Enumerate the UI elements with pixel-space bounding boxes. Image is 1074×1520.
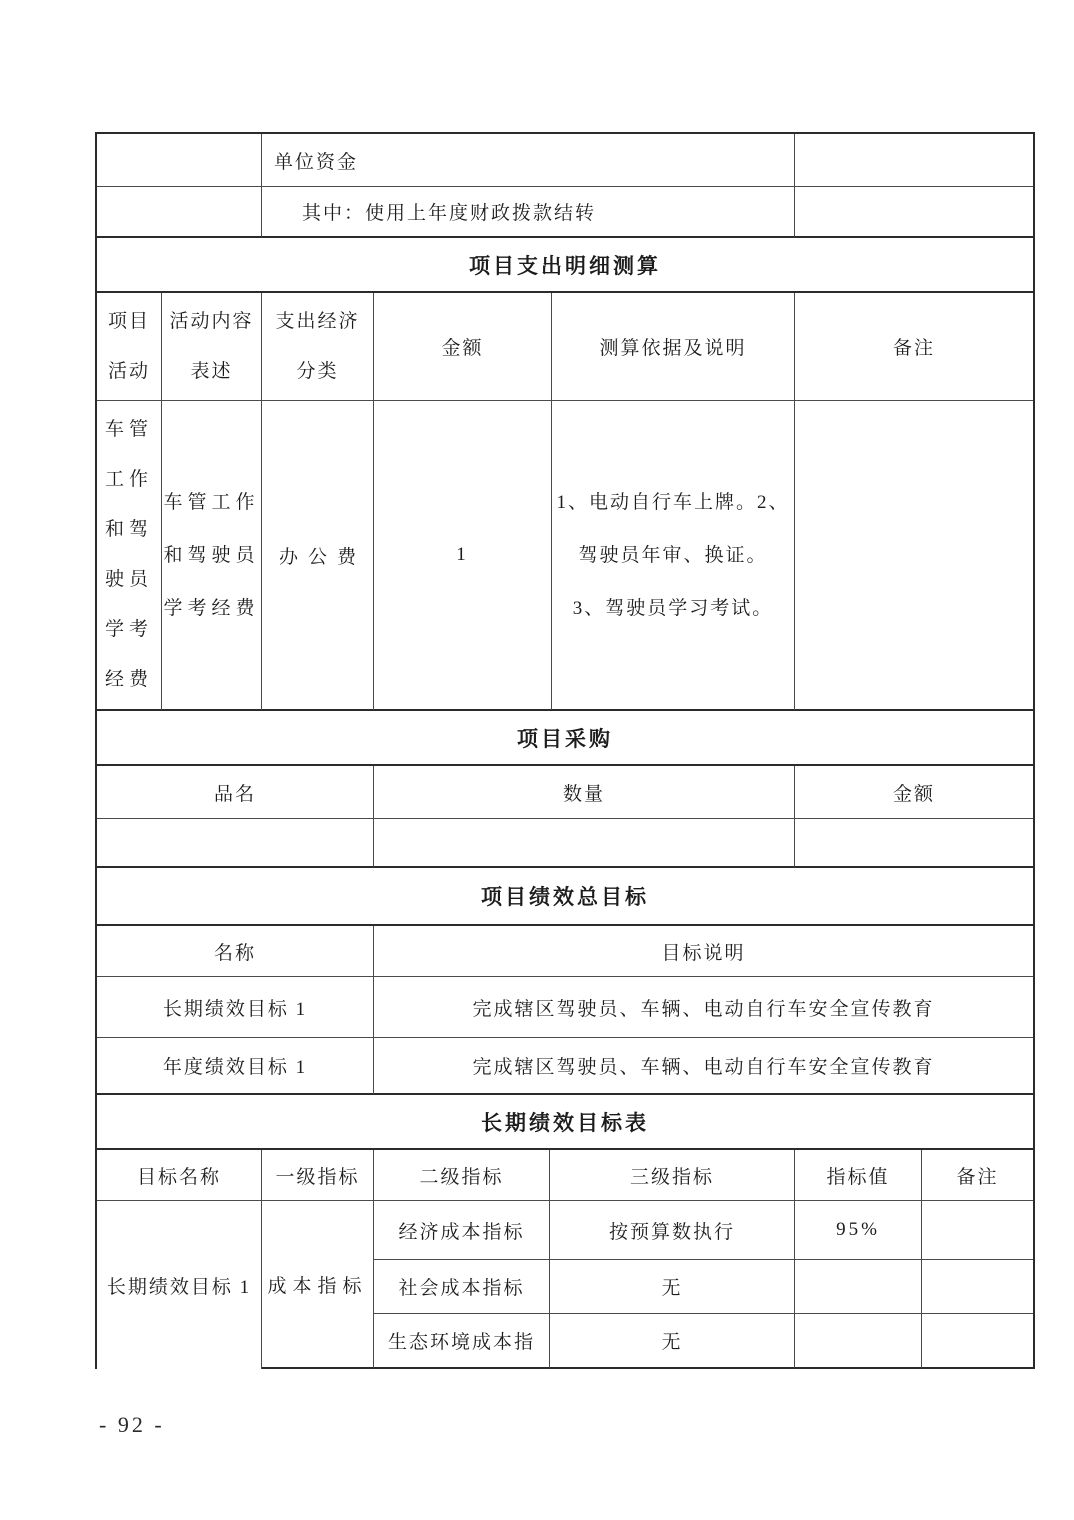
- lt-header-level3: 三级指标: [550, 1150, 795, 1201]
- header-project-activity: [97, 293, 162, 401]
- procurement-empty-row: [97, 819, 1033, 868]
- cell-project-activity: [97, 401, 162, 711]
- overall-goals-title: 项目绩效总目标: [97, 868, 1033, 926]
- procurement-header-row: [97, 766, 1033, 819]
- lt-social-remark: [922, 1260, 1033, 1314]
- carryover-row: [97, 187, 1033, 238]
- annual-goal-name: 年度绩效目标 1: [97, 1038, 374, 1095]
- header-project-activity-line2: 活动: [107, 360, 150, 382]
- cell-activity-desc: [162, 401, 262, 711]
- expense-detail-title: 项目支出明细测算: [97, 238, 1033, 293]
- project-activity-line: 工作: [104, 469, 153, 490]
- lt-ecological-value: [795, 1314, 922, 1369]
- project-activity-line: 车管: [104, 419, 153, 440]
- header-activity-desc: [162, 293, 262, 401]
- procurement-quantity-cell: [374, 819, 795, 868]
- longterm-goal-description: 完成辖区驾驶员、车辆、电动自行车安全宣传教育: [374, 977, 1033, 1038]
- lt-goal-name-cell: 长期绩效目标 1: [97, 1201, 262, 1369]
- project-activity-line: 和驾: [104, 519, 153, 540]
- carryover-value-cell: [795, 187, 1033, 238]
- lt-ecological-level2: 生态环境成本指: [374, 1314, 550, 1369]
- procurement-header-quantity: 数量: [374, 766, 795, 819]
- unit-funds-label: 单位资金: [262, 134, 795, 187]
- cell-amount: 1: [374, 401, 552, 711]
- lt-row-economic: [374, 1201, 1033, 1260]
- lt-level1-cell: 成本指标: [262, 1201, 374, 1369]
- procurement-amount-cell: [795, 819, 1033, 868]
- project-activity-line: 学考: [104, 619, 153, 640]
- lt-economic-remark: [922, 1201, 1033, 1260]
- activity-desc-line: 车管工作: [163, 491, 260, 513]
- goals-header-description: 目标说明: [374, 926, 1033, 977]
- header-remark: 备注: [795, 293, 1033, 401]
- header-activity-desc-line1: 活动内容: [169, 310, 254, 332]
- lt-social-value: [795, 1260, 922, 1314]
- longterm-table-body: [97, 1201, 1033, 1369]
- activity-desc-line: 和驾驶员: [163, 544, 260, 566]
- budget-table: [95, 132, 1035, 1369]
- header-expense-category-line2: 分类: [296, 360, 339, 382]
- header-basis: 测算依据及说明: [552, 293, 795, 401]
- expense-detail-data-row: [97, 401, 1033, 711]
- lt-economic-level3: 按预算数执行: [550, 1201, 795, 1260]
- longterm-table-title-row: [97, 1095, 1033, 1150]
- lt-indicator-rows: [374, 1201, 1033, 1369]
- overall-goals-header-row: [97, 926, 1033, 977]
- lt-header-level2: 二级指标: [374, 1150, 550, 1201]
- lt-header-remark: 备注: [922, 1150, 1033, 1201]
- header-expense-category-line1: 支出经济: [275, 310, 360, 332]
- longterm-table-title: 长期绩效目标表: [97, 1095, 1033, 1150]
- procurement-name-cell: [97, 819, 374, 868]
- header-amount: 金额: [374, 293, 552, 401]
- activity-desc-line: 学考经费: [163, 597, 260, 619]
- expense-detail-title-row: [97, 238, 1033, 293]
- longterm-table-header-row: [97, 1150, 1033, 1201]
- unit-funds-blank-cell: [97, 134, 262, 187]
- procurement-title-row: [97, 711, 1033, 766]
- carryover-label: 其中：使用上年度财政拨款结转: [262, 187, 795, 238]
- annual-goal-row: [97, 1038, 1033, 1095]
- header-expense-category: [262, 293, 374, 401]
- lt-row-ecological: [374, 1314, 1033, 1369]
- unit-funds-row: [97, 134, 1033, 187]
- expense-detail-header-row: [97, 293, 1033, 401]
- cell-expense-category: 办公费: [262, 401, 374, 711]
- basis-line: 3、驾驶员学习考试。: [572, 597, 774, 619]
- lt-header-level1: 一级指标: [262, 1150, 374, 1201]
- lt-row-social: [374, 1260, 1033, 1314]
- basis-line: 驾驶员年审、换证。: [578, 544, 768, 566]
- procurement-title: 项目采购: [97, 711, 1033, 766]
- annual-goal-description: 完成辖区驾驶员、车辆、电动自行车安全宣传教育: [374, 1038, 1033, 1095]
- lt-header-goal-name: 目标名称: [97, 1150, 262, 1201]
- cell-basis: [552, 401, 795, 711]
- header-activity-desc-line2: 表述: [190, 360, 233, 382]
- carryover-blank-cell: [97, 187, 262, 238]
- lt-social-level2: 社会成本指标: [374, 1260, 550, 1314]
- lt-social-level3: 无: [550, 1260, 795, 1314]
- page-number: - 92 -: [99, 1412, 165, 1437]
- lt-ecological-level3: 无: [550, 1314, 795, 1369]
- project-activity-line: 经费: [104, 669, 153, 690]
- lt-economic-value: 95%: [795, 1201, 922, 1260]
- unit-funds-value-cell: [795, 134, 1033, 187]
- longterm-goal-row: [97, 977, 1033, 1038]
- cell-remark: [795, 401, 1033, 711]
- basis-line: 1、电动自行车上牌。2、: [556, 491, 790, 513]
- lt-header-value: 指标值: [795, 1150, 922, 1201]
- procurement-header-name: 品名: [97, 766, 374, 819]
- goals-header-name: 名称: [97, 926, 374, 977]
- longterm-goal-name: 长期绩效目标 1: [97, 977, 374, 1038]
- project-activity-line: 驶员: [104, 569, 153, 590]
- procurement-header-amount: 金额: [795, 766, 1033, 819]
- lt-economic-level2: 经济成本指标: [374, 1201, 550, 1260]
- overall-goals-title-row: [97, 868, 1033, 926]
- lt-ecological-remark: [922, 1314, 1033, 1369]
- header-project-activity-line1: 项目: [107, 310, 150, 332]
